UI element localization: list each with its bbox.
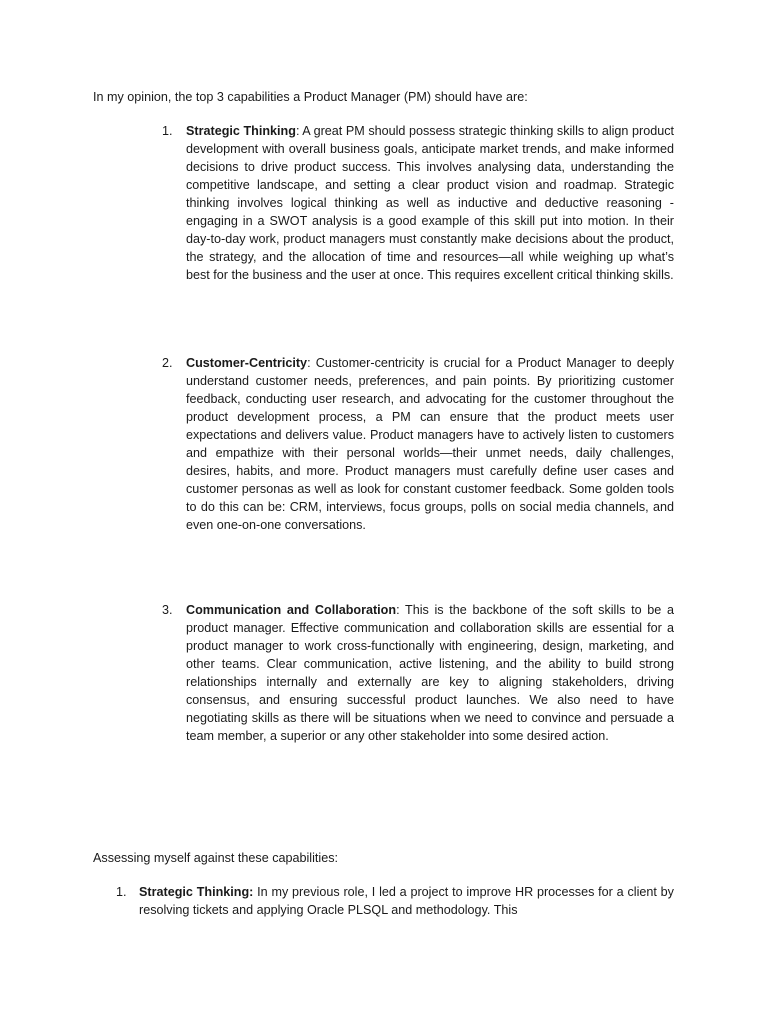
list-number: 2. (162, 356, 173, 370)
capability-title: Customer-Centricity (186, 356, 308, 370)
list-number: 1. (162, 124, 173, 138)
intro-paragraph: In my opinion, the top 3 capabilities a Product Manager (PM) should have are: (93, 90, 528, 104)
assessment-text: In my previous role, I led a project to improve HR processes for a client by resolving tickets and applying Oracle PLSQL and methodology. This (139, 885, 674, 917)
capability-body (186, 354, 674, 534)
assessment-body (139, 883, 674, 919)
capability-item-strategic-thinking (162, 122, 674, 284)
assessment-item-strategic-thinking (116, 883, 674, 919)
capability-body (186, 601, 674, 745)
list-number: 3. (162, 603, 173, 617)
capability-text: : Customer-centricity is crucial for a Product Manager to deeply understand customer needs, preferences, and pain points. By prioritizing customer feedback, conducting user research, and advocating for the customer throughout the product development process, a PM can ensure that the product meets user expectations and delivers value. Product managers have to actively listen to customers and empathize with their personal worlds—their unmet needs, daily challenges, desires, habits, and more. Product managers must carefully define user cases and customer personas as well as look for constant customer feedback. Some golden tools to do this can be: CRM, interviews, focus groups, polls on social media channels, and even one-on-one conversations. (186, 356, 674, 532)
capability-item-communication-collaboration (162, 601, 674, 745)
capability-text: : This is the backbone of the soft skills to be a product manager. Effective communication and collaboration skills are essential for a product manager to work cross-functionally with engineering, design, marketing, and other teams. Clear communication, active listening, and the ability to build strong relationships internally and externally are key to aligning stakeholders, driving consensus, and ensuring successful product launches. We also need to have negotiating skills as there will be situations when we need to convince and persuade a team member, a superior or any other stakeholder into some desired action. (186, 603, 674, 743)
capability-text: : A great PM should possess strategic thinking skills to align product development with overall business goals, anticipate market trends, and make informed decisions to drive product success. This involves analysing data, understanding the competitive landscape, and setting a clear product vision and roadmap. Strategic thinking involves logical thinking as well as inductive and deductive reasoning - engaging in a SWOT analysis is a good example of this skill put into motion. In their day-to-day work, product managers must constantly make decisions about the product, the strategy, and the allocation of time and resources—all while weighing up what’s best for the business and the user at once. This requires excellent critical thinking skills. (186, 124, 675, 282)
list-number: 1. (116, 885, 127, 899)
assessment-heading: Assessing myself against these capabilities: (93, 851, 339, 865)
capability-title: Strategic Thinking (186, 124, 296, 138)
capability-title: Communication and Collaboration (186, 603, 397, 617)
capability-item-customer-centricity (162, 354, 674, 534)
capability-body (186, 122, 674, 284)
assessment-title: Strategic Thinking: (139, 885, 254, 899)
